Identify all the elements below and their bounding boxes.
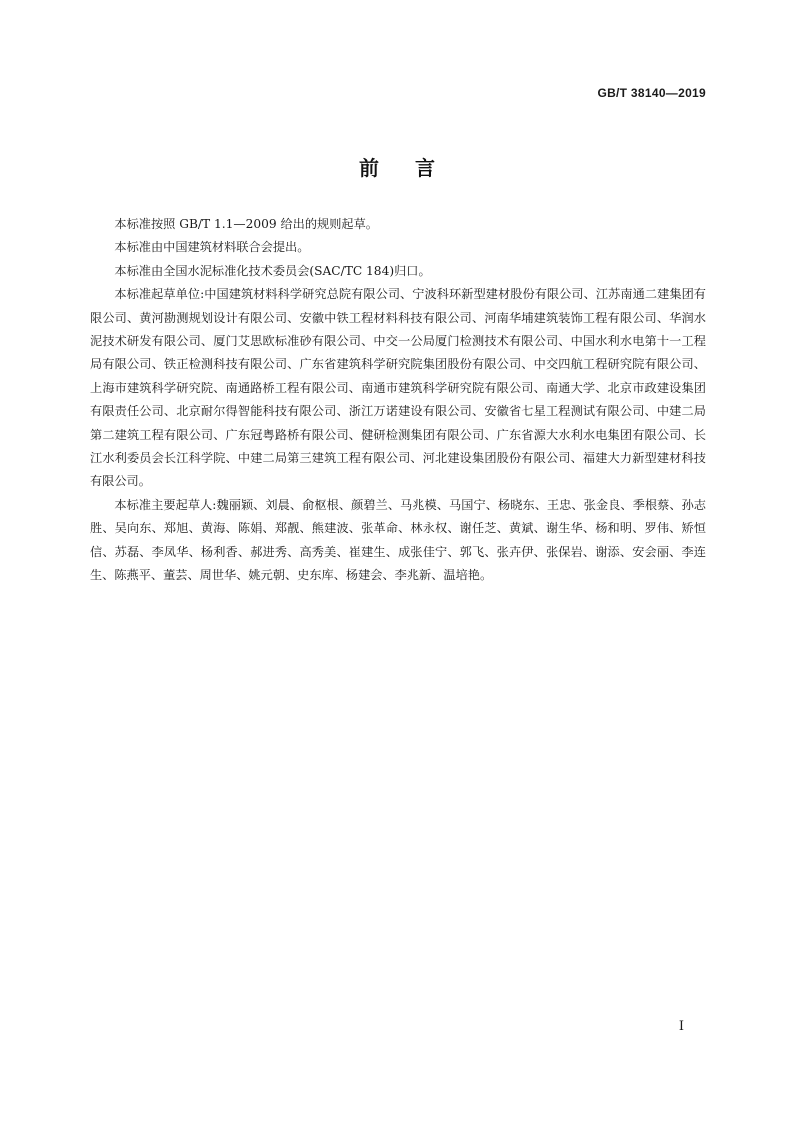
paragraph-drafting-rules: 本标准按照 GB/T 1.1—2009 给出的规则起草。 <box>114 217 378 231</box>
standard-code: GB/T 38140—2019 <box>597 86 706 100</box>
paragraph-drafting-units: 本标准起草单位:中国建筑材料科学研究总院有限公司、宁波科环新型建材股份有限公司、江苏南通二建集团有限公司、黄河勘测规划设计有限公司、安徽中铁工程材料科技有限公司、河南华埔建筑装饰工程有限公司、华润水泥技术研发有限公司、厦门艾思欧标准砂有限公司、中交一公局厦门检测技术有限公司、中国水利水电第十一工程局有限公司、铁正检测科技有限公司、广东省建筑科学研究院集团股份有限公司、中交四航工程研究院有限公司、上海市建筑科学研究院、南通路桥工程有限公司、南通市建筑科学研究院有限公司、南通大学、北京市政建设集团有限责任公司、北京耐尔得智能科技有限公司、浙江万诺建设有限公司、安徽省七星工程测试有限公司、中建二局第二建筑工程有限公司、广东冠粤路桥有限公司、健研检测集团有限公司、广东省源大水利水电集团有限公司、长江水利委员会长江科学院、中建二局第三建筑工程有限公司、河北建设集团股份有限公司、福建大力新型建材科技有限公司。 <box>90 287 706 489</box>
paragraph-proposer: 本标准由中国建筑材料联合会提出。 <box>114 240 310 255</box>
paragraph-drafters: 本标准主要起草人:魏丽颖、刘晨、俞枢根、颜碧兰、马兆模、马国宁、杨晓东、王忠、张金良、季根蔡、孙志胜、吴向东、郑旭、黄海、陈娟、郑靓、熊建波、张革命、林永权、谢任芝、黄斌、谢生华、杨和明、罗伟、矫恒信、苏磊、李凤华、杨利香、郝进秀、高秀美、崔建生、成张佳宁、郭飞、张卉伊、张保岩、谢添、安会丽、李连生、陈燕平、董芸、周世华、姚元朝、史东库、杨建会、李兆新、温培艳。 <box>90 497 706 583</box>
paragraph-committee: 本标准由全国水泥标准化技术委员会(SAC/TC 184)归口。 <box>114 263 431 278</box>
foreword-body <box>90 213 706 588</box>
page-title: 前言 <box>359 156 471 180</box>
page-number: I <box>678 1019 684 1034</box>
